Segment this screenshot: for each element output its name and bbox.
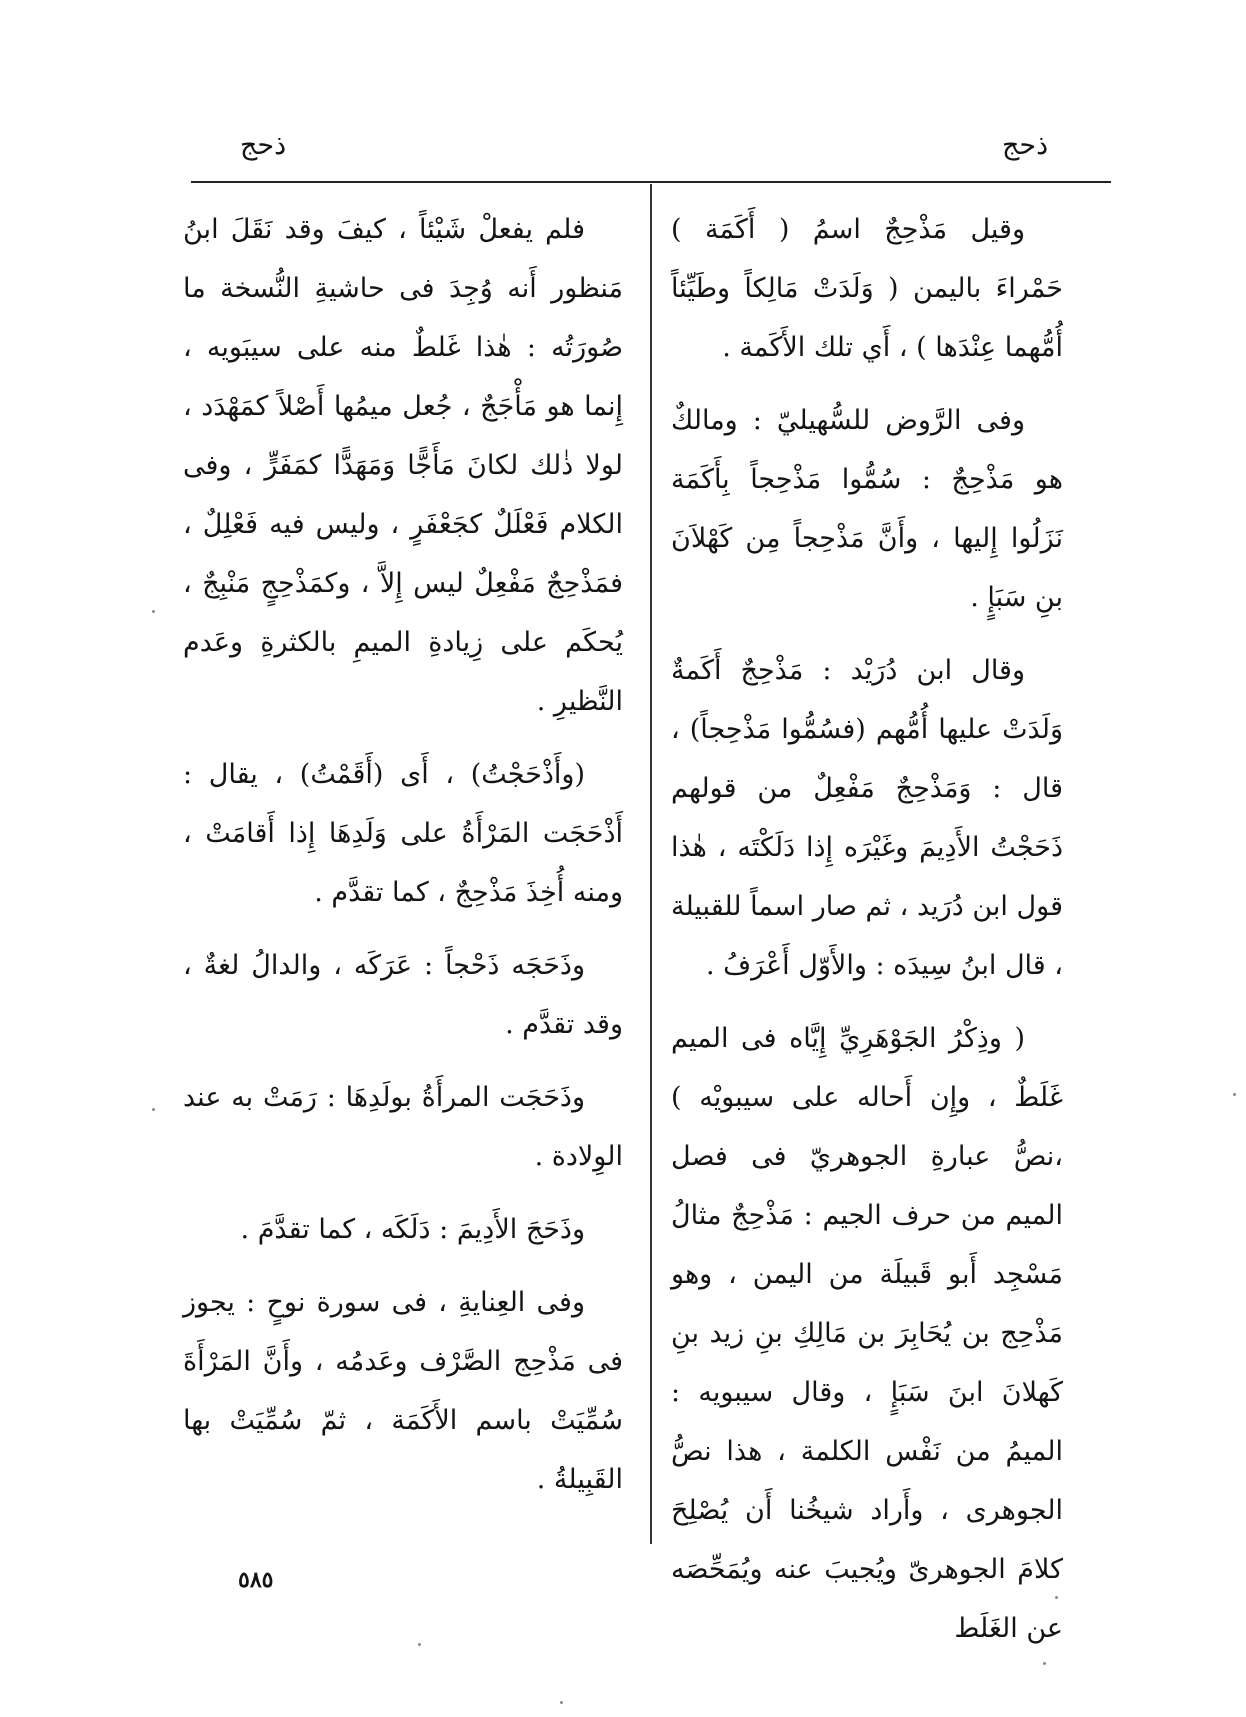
scan-speck	[152, 610, 155, 613]
right-paragraph-2: وفى الرَّوض للسُّهيليّ : ومالكٌ هو مَذْحِجٌ : سُمُّوا مَذْحِجاً بِأَكَمَة نَزَلُوا إِليها ، وأَنَّ مَذْحِجاً مِن كَهْلاَنَ بنِ سَبَإٍ .	[671, 405, 1063, 613]
left-paragraph-6: وفى العِنايةِ ، فى سورة نوحٍ : يجوز فى مَذْحِج الصَّرْف وعَدمُه ، وأَنَّ المَرْأَةَ سُمِّيَتْ باسم الأَكَمَة ، ثمّ سُمِّيَتْ بها القَبِيلةُ .	[183, 1287, 623, 1495]
left-paragraph-5: وذَحَجَ الأَدِيمَ : دَلَكَه ، كما تقدَّمَ .	[240, 1214, 585, 1245]
right-paragraph-4: ( وذِكْرُ الجَوْهَرِيِّ إِيَّاه فى الميم غَلَطٌ ، وإِن أَحاله على سيبويْه ) ،نصُّ عبارةِ الجوهريّ فى فصل الميم من حرف الجيم : مَذْحِجٌ مثالُ مَسْجِد أَبو قَبيلَة من اليمن ، وهو مَذْحِج بن يُحَابِرَ بن مَالِكِ بنِ زيد بنِ كَهلانَ ابنَ سَبَإٍ ، وقال سيبويه : الميمُ من نَفْس الكلمة ، هذا نصُّ الجوهرى ، وأَراد شيخُنا أَن يُصْلِحَ كلامَ الجوهرىّ ويُجيبَ عنه ويُمَحِّصَه عن الغَلَط	[671, 1023, 1063, 1644]
right-column	[671, 200, 1063, 1644]
column-divider	[650, 184, 652, 1544]
header-rule	[191, 181, 1111, 183]
scan-speck	[418, 1643, 421, 1646]
scan-speck	[152, 1108, 155, 1111]
right-paragraph-1: وقيل مَذْحِجٌ اسمُ ( أَكَمَة ) حَمْراءَ باليمن ( وَلَدَتْ مَالِكاً وطَيِّئاً أُمُّهما عِنْدَها ) ، أَي تلك الأَكَمة .	[671, 214, 1063, 363]
right-paragraph-3: وقال ابن دُرَيْد : مَذْحِجٌ أَكَمةٌ وَلَدَتْ عليها أُمُّهم (فسُمُّوا مَذْحِجاً) ، قال : وَمَذْحِجٌ مَفْعِلٌ من قولهم ذَحَجْتُ الأَدِيمَ وغَيْرَه إِذا دَلَكْتَه ، هٰذا قول ابن دُرَيد ، ثم صار اسماً للقبيلة ، قال ابنُ سِيدَه : والأَوّل أَعْرَفُ .	[671, 655, 1063, 981]
page-number: ٥٨٥	[238, 1567, 274, 1593]
left-paragraph-1: فلم يفعلْ شَيْئاً ، كيفَ وقد نَقَلَ ابنُ مَنظور أَنه وُجِدَ فى حاشيةِ النُّسخة ما صُورَتُه : هٰذا غَلطٌ منه على سيبَويه ، إِنما هو مَأْجَجٌ ، جُعل ميمُها أَصْلاً كمَهْدَد ، لولا ذٰلك لكانَ مَأَجًّا وَمَهَدًّا كمَفَرٍّ ، وفى الكلام فَعْلَلٌ كجَعْفَرٍ ، وليس فيه فَعْلِلٌ ، فمَذْحِجٌ مَفْعِلٌ ليس إِلاَّ ، وكمَذْحِجٍ مَنْبِجٌ ، يُحكَم على زِيادةِ الميمِ بالكثرةِ وعَدم النَّظيرِ .	[183, 214, 623, 717]
left-column	[183, 200, 623, 1550]
scan-speck	[1055, 1596, 1058, 1599]
left-paragraph-3: وذَحَجَه ذَحْجاً : عَرَكَه ، والدالُ لغةٌ ، وقد تقدَّم .	[183, 950, 623, 1040]
running-head-left: ذحج	[240, 130, 287, 161]
scan-speck	[1233, 1093, 1236, 1096]
left-paragraph-4: وذَحَجَت المرأَةُ بولَدِهَا : رَمَتْ به عند الوِلادة .	[183, 1082, 623, 1172]
scan-speck	[560, 1701, 563, 1704]
left-paragraph-2: (وأَذْحَجْتُ) ، أَى (أَقَمْتُ) ، يقال : أَذْحَجَت المَرْأَةُ على وَلَدِهَا إِذا أَقامَتْ ، ومنه أُخِذَ مَذْحِجٌ ، كما تقدَّم .	[183, 759, 623, 908]
running-head-right: ذحج	[1002, 130, 1049, 161]
scan-speck	[1043, 1662, 1046, 1665]
